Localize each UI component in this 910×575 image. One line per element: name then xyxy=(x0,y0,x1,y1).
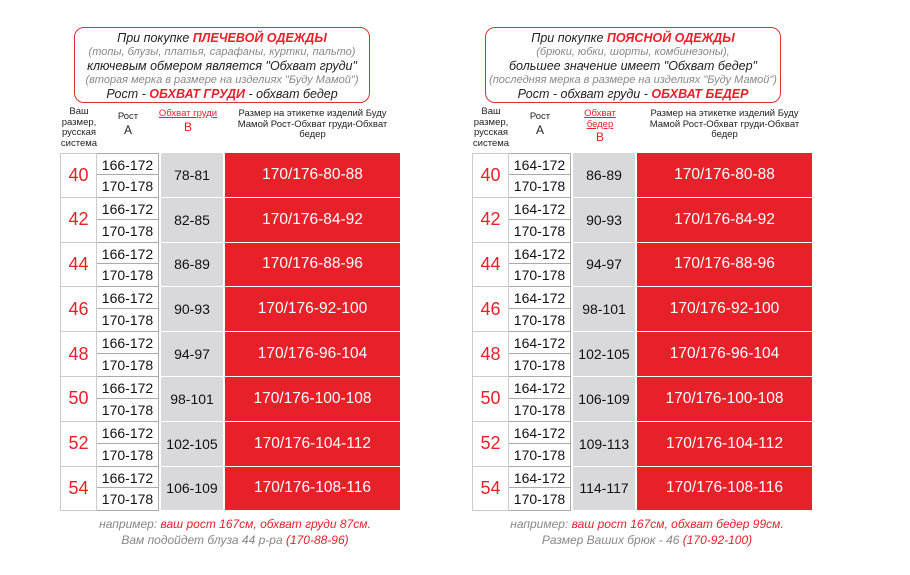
lower-wear-info-box xyxy=(485,27,781,103)
example-result: (170-88-96) xyxy=(285,533,349,547)
header-tag-size: Размер на этикетке изделий Буду Мамой Рост-Обхват груди-Обхват бедер xyxy=(237,108,388,140)
height-cell: 166-172 170-178 xyxy=(97,332,159,377)
table-row xyxy=(60,332,400,377)
measure-cell: 90-93 xyxy=(573,198,635,243)
height-cell: 166-172 170-178 xyxy=(97,377,159,422)
height-cell: 166-172 170-178 xyxy=(97,287,159,332)
info-line-2: (брюки, юбки, шорты, комбинезоны), xyxy=(536,46,730,58)
size-cell: 54 xyxy=(60,467,97,512)
category-highlight: ПОЯСНОЙ ОДЕЖДЫ xyxy=(606,31,735,45)
table-row xyxy=(472,198,812,243)
tag-size-cell: 170/176-96-104 xyxy=(637,332,812,377)
header-height: Рост А xyxy=(529,111,551,137)
size-cell: 52 xyxy=(472,422,509,467)
measure-cell: 98-101 xyxy=(573,287,635,332)
table-row xyxy=(472,467,812,512)
table-row xyxy=(60,243,400,288)
measure-cell: 94-97 xyxy=(161,332,223,377)
tag-size-cell: 170/176-84-92 xyxy=(637,198,812,243)
header-hips: Обхват бедер В xyxy=(584,108,616,144)
tag-size-cell: 170/176-80-88 xyxy=(225,153,400,198)
table-header xyxy=(60,104,400,154)
example-note: например: ваш рост 167см, обхват груди 87см. Вам подойдет блуза 44 р-ра (170-88-96) xyxy=(99,517,371,547)
measure-cell: 78-81 xyxy=(161,153,223,198)
tag-size-cell: 170/176-108-116 xyxy=(225,467,400,512)
height-cell: 166-172 170-178 xyxy=(97,243,159,288)
height-cell: 164-172 170-178 xyxy=(509,332,571,377)
example-highlight: ваш рост 167см, обхват груди 87см. xyxy=(160,517,371,531)
example-highlight: ваш рост 167см, обхват бедер 99см. xyxy=(571,517,784,531)
table-row xyxy=(60,377,400,422)
upper-wear-info-box xyxy=(74,27,370,103)
height-cell: 164-172 170-178 xyxy=(509,377,571,422)
table-row xyxy=(472,377,812,422)
measure-cell: 86-89 xyxy=(573,153,635,198)
header-size: Ваш размер, русская система xyxy=(60,106,98,149)
size-cell: 48 xyxy=(60,332,97,377)
table-row xyxy=(472,422,812,467)
info-line-1: При покупке ПЛЕЧЕВОЙ ОДЕЖДЫ xyxy=(117,31,327,45)
tag-size-cell: 170/176-108-116 xyxy=(637,467,812,512)
size-cell: 54 xyxy=(472,467,509,512)
size-cell: 44 xyxy=(472,243,509,288)
example-note: например: ваш рост 167см, обхват бедер 99см. Размер Ваших брюк - 46 (170-92-100) xyxy=(510,517,784,547)
measure-cell: 106-109 xyxy=(161,467,223,512)
height-cell: 166-172 170-178 xyxy=(97,422,159,467)
table-row xyxy=(60,153,400,198)
size-table xyxy=(472,153,812,511)
size-cell: 50 xyxy=(472,377,509,422)
measure-cell: 102-105 xyxy=(161,422,223,467)
table-row xyxy=(60,422,400,467)
table-row xyxy=(60,467,400,512)
height-cell: 164-172 170-178 xyxy=(509,153,571,198)
table-header xyxy=(472,104,812,154)
measure-cell: 102-105 xyxy=(573,332,635,377)
example-result: (170-92-100) xyxy=(682,533,753,547)
height-cell: 164-172 170-178 xyxy=(509,422,571,467)
size-cell: 40 xyxy=(472,153,509,198)
size-cell: 52 xyxy=(60,422,97,467)
info-line-1: При покупке ПОЯСНОЙ ОДЕЖДЫ xyxy=(531,31,735,45)
size-cell: 42 xyxy=(60,198,97,243)
info-line-4: (вторая мерка в размере на изделиях "Буду Мамой") xyxy=(85,74,359,86)
info-line-3: большее значение имеет "Обхват бедер" xyxy=(509,59,757,73)
tag-size-cell: 170/176-96-104 xyxy=(225,332,400,377)
measure-cell: 109-113 xyxy=(573,422,635,467)
size-cell: 40 xyxy=(60,153,97,198)
height-cell: 164-172 170-178 xyxy=(509,243,571,288)
tag-size-cell: 170/176-92-100 xyxy=(225,287,400,332)
size-cell: 46 xyxy=(472,287,509,332)
info-line-4: (последняя мерка в размере на изделиях "Буду Мамой") xyxy=(489,74,777,86)
size-table xyxy=(60,153,400,511)
table-row xyxy=(472,243,812,288)
info-line-2: (топы, блузы, платья, сарафаны, куртки, пальто) xyxy=(88,46,356,58)
table-row xyxy=(472,287,812,332)
height-cell: 166-172 170-178 xyxy=(97,153,159,198)
size-cell: 42 xyxy=(472,198,509,243)
key-measure-highlight: ОБХВАТ ГРУДИ xyxy=(149,87,245,101)
tag-size-cell: 170/176-100-108 xyxy=(225,377,400,422)
category-highlight: ПЛЕЧЕВОЙ ОДЕЖДЫ xyxy=(192,31,327,45)
height-cell: 166-172 170-178 xyxy=(97,467,159,512)
measure-cell: 114-117 xyxy=(573,467,635,512)
table-row xyxy=(472,332,812,377)
tag-size-cell: 170/176-104-112 xyxy=(637,422,812,467)
size-cell: 46 xyxy=(60,287,97,332)
header-height: Рост А xyxy=(117,111,139,137)
header-chest: Обхват груди В xyxy=(158,108,218,134)
height-cell: 166-172 170-178 xyxy=(97,198,159,243)
measure-cell: 86-89 xyxy=(161,243,223,288)
tag-size-cell: 170/176-88-96 xyxy=(637,243,812,288)
tag-size-cell: 170/176-80-88 xyxy=(637,153,812,198)
tag-size-cell: 170/176-100-108 xyxy=(637,377,812,422)
measure-cell: 82-85 xyxy=(161,198,223,243)
measure-cell: 106-109 xyxy=(573,377,635,422)
header-tag-size: Размер на этикетке изделий Буду Мамой Рост-Обхват груди-Обхват бедер xyxy=(649,108,800,140)
header-size: Ваш размер, русская система xyxy=(472,106,510,149)
size-cell: 50 xyxy=(60,377,97,422)
tag-size-cell: 170/176-84-92 xyxy=(225,198,400,243)
info-line-3: ключевым обмером является "Обхват груди" xyxy=(87,59,357,73)
info-line-5: Рост - обхват груди - ОБХВАТ БЕДЕР xyxy=(517,87,749,101)
measure-cell: 98-101 xyxy=(161,377,223,422)
tag-size-cell: 170/176-92-100 xyxy=(637,287,812,332)
height-cell: 164-172 170-178 xyxy=(509,198,571,243)
size-cell: 44 xyxy=(60,243,97,288)
height-cell: 164-172 170-178 xyxy=(509,287,571,332)
table-row xyxy=(60,198,400,243)
height-cell: 164-172 170-178 xyxy=(509,467,571,512)
table-row xyxy=(60,287,400,332)
measure-cell: 94-97 xyxy=(573,243,635,288)
size-cell: 48 xyxy=(472,332,509,377)
info-line-5: Рост - ОБХВАТ ГРУДИ - обхват бедер xyxy=(106,87,338,101)
key-measure-highlight: ОБХВАТ БЕДЕР xyxy=(651,87,749,101)
table-row xyxy=(472,153,812,198)
tag-size-cell: 170/176-104-112 xyxy=(225,422,400,467)
tag-size-cell: 170/176-88-96 xyxy=(225,243,400,288)
measure-cell: 90-93 xyxy=(161,287,223,332)
